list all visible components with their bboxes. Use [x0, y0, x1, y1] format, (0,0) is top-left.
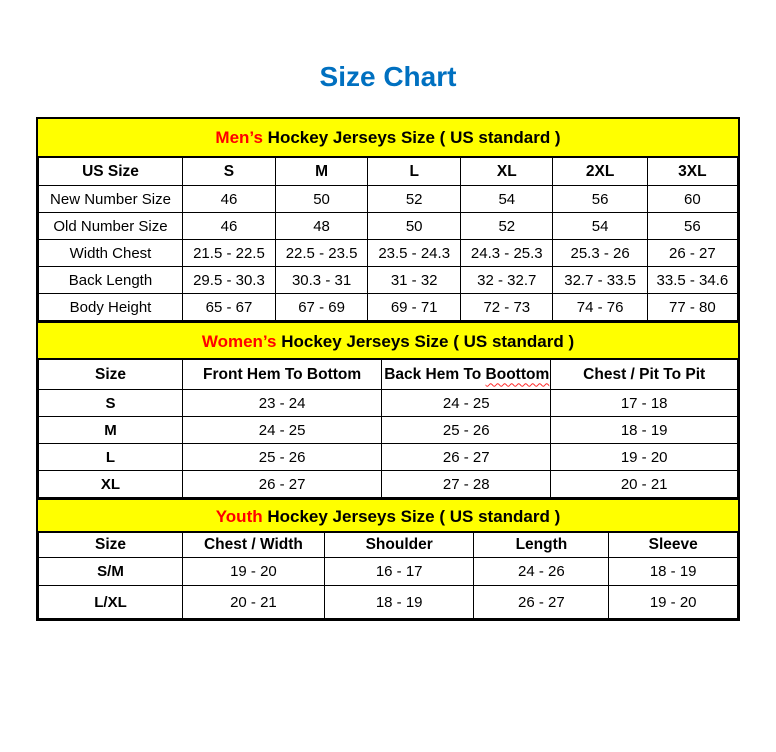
value-cell: 25.3 - 26: [553, 240, 647, 267]
page-title: Size Chart: [319, 61, 457, 92]
value-cell: 54: [553, 213, 647, 240]
mens-banner-rest: Hockey Jerseys Size ( US standard ): [262, 128, 561, 147]
value-cell: 48: [275, 213, 367, 240]
value-cell: 27 - 28: [382, 471, 551, 498]
value-cell: 74 - 76: [553, 294, 647, 321]
value-cell: 50: [275, 186, 367, 213]
value-cell: 31 - 32: [368, 267, 461, 294]
value-cell: 20 - 21: [182, 586, 324, 619]
column-header: M: [275, 158, 367, 186]
column-header: Chest / Width: [182, 533, 324, 558]
value-cell: 32 - 32.7: [461, 267, 553, 294]
value-cell: 16 - 17: [324, 558, 474, 586]
value-cell: 25 - 26: [382, 417, 551, 444]
column-header: S: [182, 158, 275, 186]
value-cell: 24 - 25: [382, 390, 551, 417]
value-cell: 25 - 26: [182, 444, 381, 471]
column-header: 3XL: [647, 158, 737, 186]
table-row: [39, 558, 738, 586]
column-header: Size: [39, 533, 183, 558]
value-cell: 21.5 - 22.5: [182, 240, 275, 267]
table-row: [39, 444, 738, 471]
mens-banner-highlight: Men’s: [215, 128, 263, 147]
mens-banner: [38, 119, 738, 157]
value-cell: 77 - 80: [647, 294, 737, 321]
value-cell: 26 - 27: [382, 444, 551, 471]
value-cell: 32.7 - 33.5: [553, 267, 647, 294]
womens-banner: [38, 321, 738, 359]
value-cell: 24 - 26: [474, 558, 609, 586]
womens-header-row: [39, 360, 738, 390]
column-header: Shoulder: [324, 533, 474, 558]
row-label: XL: [39, 471, 183, 498]
value-cell: 65 - 67: [182, 294, 275, 321]
value-cell: 23.5 - 24.3: [368, 240, 461, 267]
row-label: Width Chest: [39, 240, 183, 267]
table-row: [39, 240, 738, 267]
value-cell: 54: [461, 186, 553, 213]
mens-header-row: [39, 158, 738, 186]
column-header: 2XL: [553, 158, 647, 186]
column-header: Size: [39, 360, 183, 390]
value-cell: 17 - 18: [551, 390, 738, 417]
value-cell: 46: [182, 186, 275, 213]
youth-banner-rest: Hockey Jerseys Size ( US standard ): [262, 507, 561, 526]
size-chart: [36, 117, 740, 621]
table-row: [39, 390, 738, 417]
value-cell: 24.3 - 25.3: [461, 240, 553, 267]
mens-table: [38, 157, 738, 321]
value-cell: 26 - 27: [647, 240, 737, 267]
section-womens: [38, 321, 738, 498]
value-cell: 19 - 20: [551, 444, 738, 471]
column-header: Chest / Pit To Pit: [551, 360, 738, 390]
value-cell: 50: [368, 213, 461, 240]
value-cell: 33.5 - 34.6: [647, 267, 737, 294]
value-cell: 30.3 - 31: [275, 267, 367, 294]
value-cell: 72 - 73: [461, 294, 553, 321]
value-cell: 26 - 27: [474, 586, 609, 619]
row-label: L/XL: [39, 586, 183, 619]
row-label: Body Height: [39, 294, 183, 321]
column-header: Length: [474, 533, 609, 558]
value-cell: 60: [647, 186, 737, 213]
row-label: M: [39, 417, 183, 444]
value-cell: 52: [461, 213, 553, 240]
row-label: Back Length: [39, 267, 183, 294]
table-row: [39, 471, 738, 498]
value-cell: 22.5 - 23.5: [275, 240, 367, 267]
row-label: Old Number Size: [39, 213, 183, 240]
value-cell: 18 - 19: [324, 586, 474, 619]
table-row: [39, 586, 738, 619]
value-cell: 18 - 19: [551, 417, 738, 444]
value-cell: 19 - 20: [182, 558, 324, 586]
value-cell: 29.5 - 30.3: [182, 267, 275, 294]
value-cell: 52: [368, 186, 461, 213]
value-cell: 24 - 25: [182, 417, 381, 444]
womens-banner-rest: Hockey Jerseys Size ( US standard ): [276, 332, 575, 351]
youth-banner: [38, 498, 738, 532]
column-header: US Size: [39, 158, 183, 186]
table-row: [39, 294, 738, 321]
section-mens: [38, 119, 738, 321]
table-row: [39, 213, 738, 240]
column-header: L: [368, 158, 461, 186]
table-row: [39, 186, 738, 213]
value-cell: 69 - 71: [368, 294, 461, 321]
section-youth: [38, 498, 738, 619]
column-header: Front Hem To Bottom: [182, 360, 381, 390]
womens-banner-highlight: Women’s: [201, 332, 277, 351]
value-cell: 18 - 19: [609, 558, 738, 586]
column-header: [382, 360, 551, 390]
youth-banner-highlight: Youth: [215, 507, 263, 526]
womens-table: [38, 359, 738, 498]
row-label: New Number Size: [39, 186, 183, 213]
table-row: [39, 267, 738, 294]
value-cell: 67 - 69: [275, 294, 367, 321]
misspelled-word: Boottom: [485, 365, 550, 383]
value-cell: 46: [182, 213, 275, 240]
value-cell: 20 - 21: [551, 471, 738, 498]
value-cell: 19 - 20: [609, 586, 738, 619]
column-header: XL: [461, 158, 553, 186]
header-text: Back Hem To: [384, 365, 486, 383]
row-label: S/M: [39, 558, 183, 586]
value-cell: 26 - 27: [182, 471, 381, 498]
value-cell: 23 - 24: [182, 390, 381, 417]
value-cell: 56: [553, 186, 647, 213]
value-cell: 56: [647, 213, 737, 240]
column-header: Sleeve: [609, 533, 738, 558]
row-label: L: [39, 444, 183, 471]
table-row: [39, 417, 738, 444]
row-label: S: [39, 390, 183, 417]
youth-header-row: [39, 533, 738, 558]
youth-table: [38, 532, 738, 619]
